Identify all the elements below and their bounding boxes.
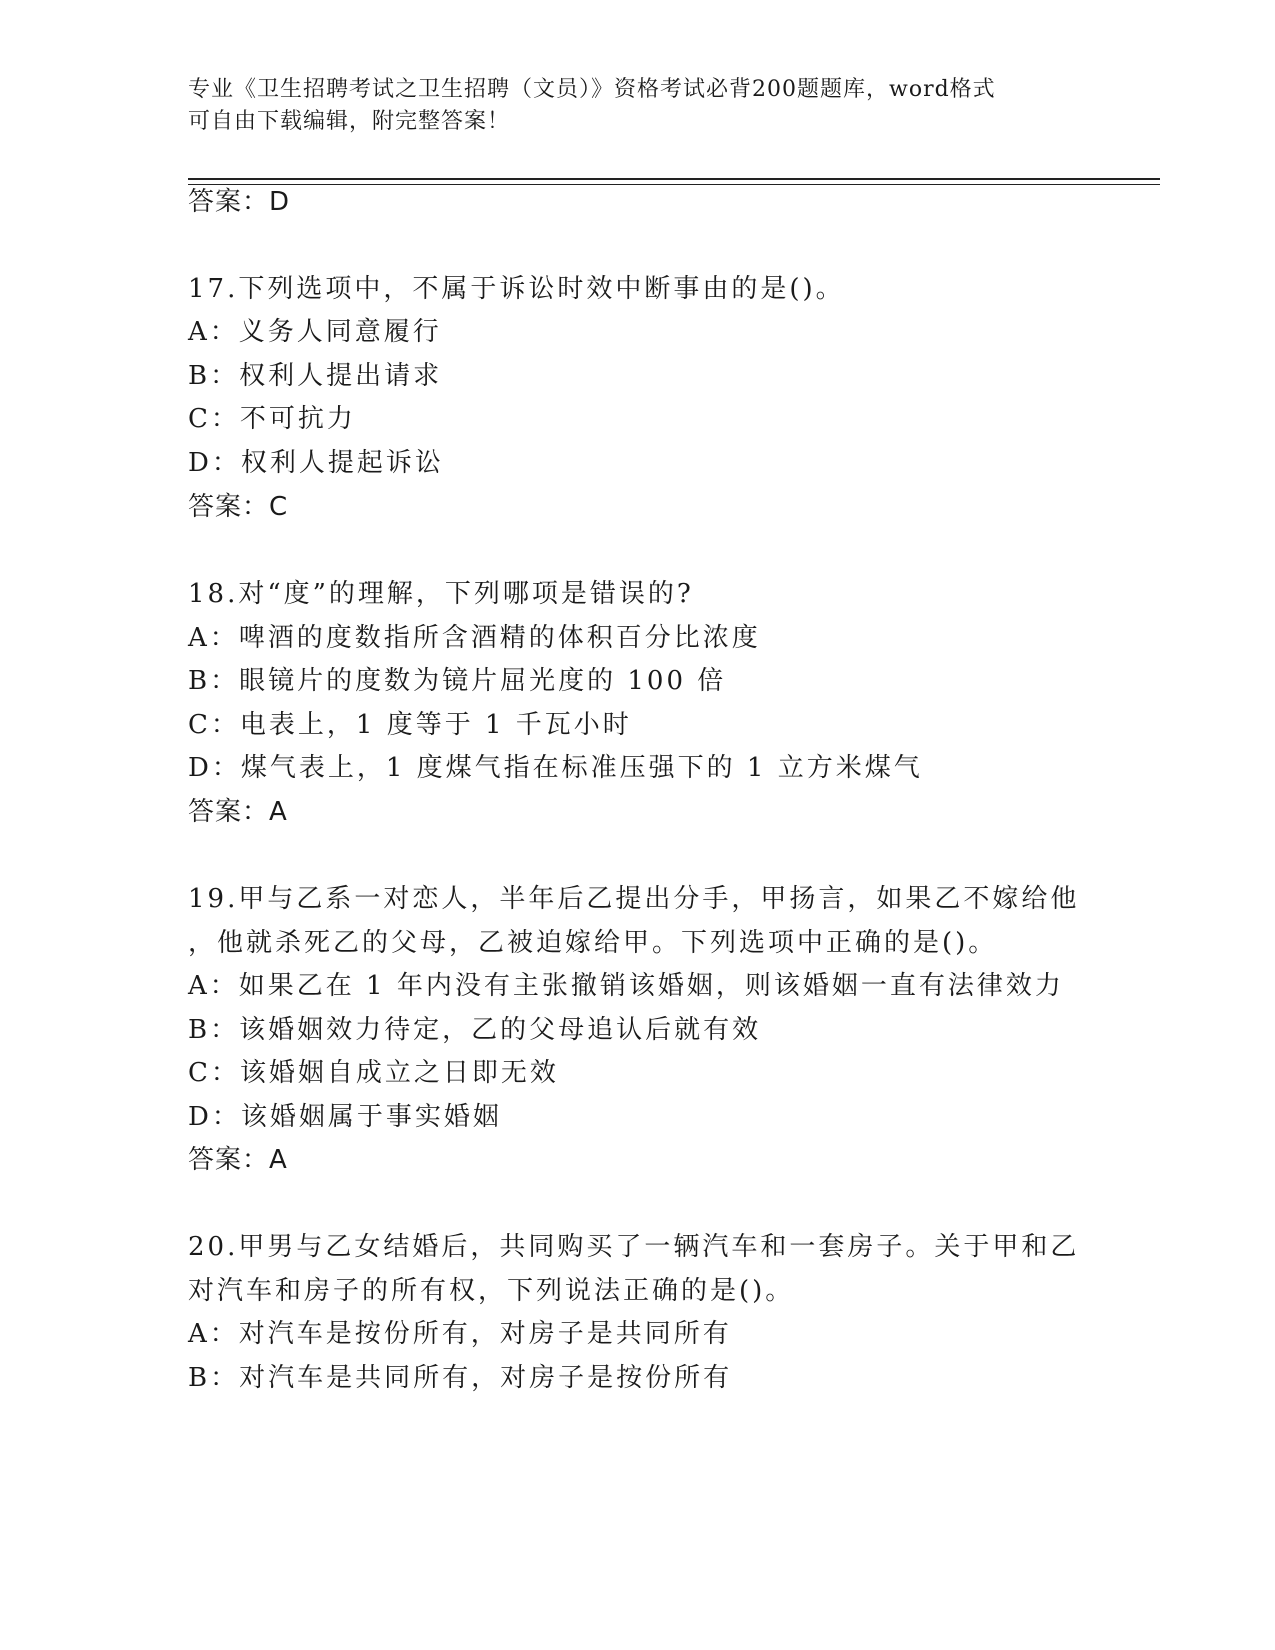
prev-answer: 答案：D xyxy=(188,187,291,217)
header-rule-thin xyxy=(188,184,1160,185)
q18-option-b: B：眼镜片的度数为镜片屈光度的 100 倍 xyxy=(188,666,727,696)
q17-option-c: C：不可抗力 xyxy=(188,404,356,434)
q18-option-a: A：啤酒的度数指所含酒精的体积百分比浓度 xyxy=(188,623,761,653)
q18-answer: 答案：A xyxy=(188,797,288,827)
q19-stem-line-2: ，他就杀死乙的父母，乙被迫嫁给甲。下列选项中正确的是()。 xyxy=(188,928,998,958)
q20-option-b: B：对汽车是共同所有，对房子是按份所有 xyxy=(188,1363,733,1393)
header-line-1: 专业《卫生招聘考试之卫生招聘（文员）》资格考试必背200题题库，word格式 xyxy=(188,77,996,102)
header-rule-thick xyxy=(188,178,1160,180)
q20-stem-line-1: 20.甲男与乙女结婚后，共同购买了一辆汽车和一套房子。关于甲和乙 xyxy=(188,1232,1080,1262)
q19-answer: 答案：A xyxy=(188,1145,288,1175)
q20-stem-line-2: 对汽车和房子的所有权，下列说法正确的是()。 xyxy=(188,1276,795,1306)
header-line-2: 可自由下载编辑，附完整答案！ xyxy=(188,109,511,134)
q19-option-d: D：该婚姻属于事实婚姻 xyxy=(188,1102,502,1132)
document-header xyxy=(188,74,1078,138)
q20-option-a: A：对汽车是按份所有，对房子是共同所有 xyxy=(188,1319,732,1349)
q18-option-d: D：煤气表上，1 度煤气指在标准压强下的 1 立方米煤气 xyxy=(188,753,923,783)
q17-option-a: A：义务人同意履行 xyxy=(188,317,442,347)
q19-option-a: A：如果乙在 1 年内没有主张撤销该婚姻，则该婚姻一直有法律效力 xyxy=(188,971,1064,1001)
q19-option-c: C：该婚姻自成立之日即无效 xyxy=(188,1058,559,1088)
q17-answer: 答案：C xyxy=(188,492,289,522)
q19-option-b: B：该婚姻效力待定，乙的父母追认后就有效 xyxy=(188,1015,762,1045)
q17-option-b: B：权利人提出请求 xyxy=(188,361,443,391)
q18-option-c: C：电表上，1 度等于 1 千瓦小时 xyxy=(188,710,632,740)
q17-stem: 17.下列选项中，不属于诉讼时效中断事由的是()。 xyxy=(188,274,845,304)
q19-stem-line-1: 19.甲与乙系一对恋人，半年后乙提出分手，甲扬言，如果乙不嫁给他 xyxy=(188,884,1080,914)
q18-stem: 18.对“度”的理解，下列哪项是错误的? xyxy=(188,579,694,609)
q17-option-d: D：权利人提起诉讼 xyxy=(188,448,444,478)
